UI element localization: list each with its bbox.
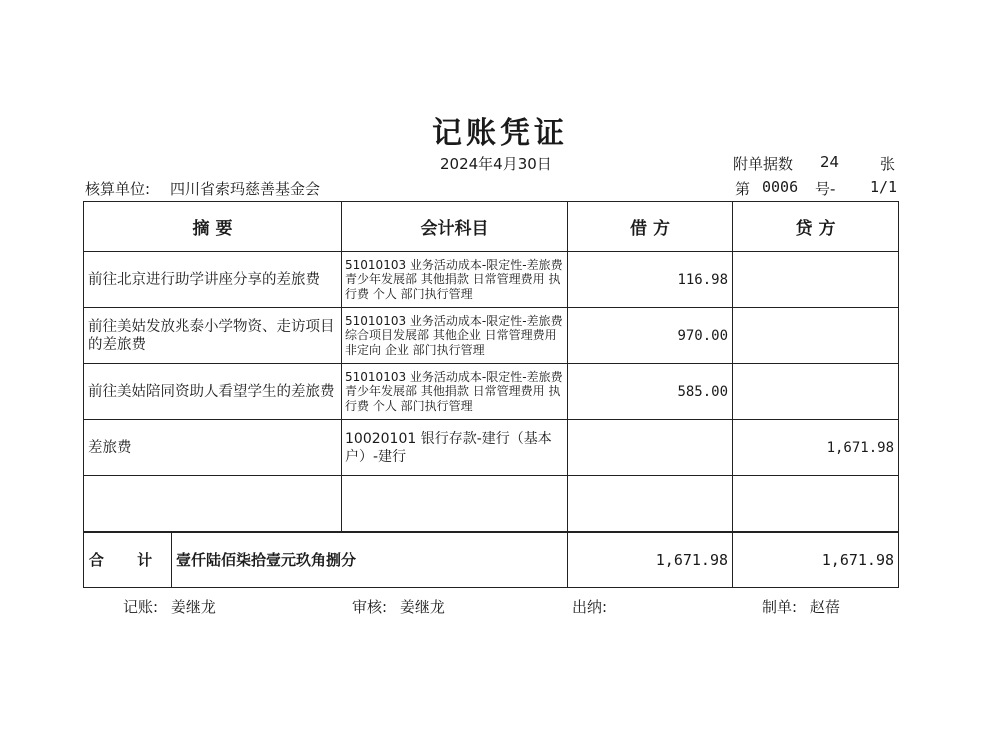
row-debit: 970.00 <box>568 308 733 364</box>
footer-cashier <box>572 596 607 617</box>
reviewer-name: 姜继龙 <box>399 598 445 616</box>
row-summary: 差旅费 <box>84 420 342 476</box>
row-debit <box>568 420 733 476</box>
row-credit <box>733 252 899 308</box>
row-summary: 前往北京进行助学讲座分享的差旅费 <box>84 252 342 308</box>
total-credit: 1,671.98 <box>733 532 899 588</box>
preparer-label: 制单: <box>762 598 798 616</box>
row-summary: 前往美姑陪同资助人看望学生的差旅费 <box>84 364 342 420</box>
row-account <box>342 476 568 532</box>
footer-reviewer <box>352 596 445 617</box>
column-header-credit: 贷 方 <box>733 202 899 252</box>
attachment-unit: 张 <box>880 155 896 173</box>
bookkeeper-name: 姜继龙 <box>170 598 216 616</box>
row-credit <box>733 308 899 364</box>
row-account: 10020101 银行存款-建行（基本户）-建行 <box>342 420 568 476</box>
column-header-debit: 借 方 <box>568 202 733 252</box>
table-row-empty <box>84 476 899 532</box>
row-debit: 585.00 <box>568 364 733 420</box>
column-header-summary: 摘 要 <box>84 202 342 252</box>
table-row <box>84 252 899 308</box>
attachment-label: 附单据数 <box>733 155 794 173</box>
footer-bookkeeper <box>123 596 216 617</box>
voucher-title: 记账凭证 <box>432 116 568 151</box>
total-debit: 1,671.98 <box>568 532 733 588</box>
row-summary <box>84 476 342 532</box>
row-summary: 前往美姑发放兆泰小学物资、走访项目的差旅费 <box>84 308 342 364</box>
row-credit: 1,671.98 <box>733 420 899 476</box>
voucher-number-suffix: 号- <box>815 180 836 198</box>
total-label: 合 计 <box>84 532 172 588</box>
total-amount-in-words: 壹仟陆佰柒拾壹元玖角捌分 <box>172 532 568 588</box>
voucher-table <box>83 201 899 588</box>
table-row <box>84 364 899 420</box>
reviewer-label: 审核: <box>352 598 388 616</box>
table-header-row <box>84 202 899 252</box>
cashier-label: 出纳: <box>572 598 608 616</box>
row-account: 51010103 业务活动成本-限定性-差旅费 青少年发展部 其他捐款 日常管理费用 执行费 个人 部门执行管理 <box>342 252 568 308</box>
voucher-date: 2024年4月30日 <box>440 155 552 173</box>
row-debit: 116.98 <box>568 252 733 308</box>
column-header-account: 会计科目 <box>342 202 568 252</box>
row-credit <box>733 364 899 420</box>
row-debit <box>568 476 733 532</box>
voucher-number-prefix: 第 <box>735 180 751 198</box>
attachment-count: 24 <box>820 153 840 171</box>
organization-name: 四川省索玛慈善基金会 <box>170 180 321 198</box>
table-row <box>84 308 899 364</box>
preparer-name: 赵蓓 <box>809 598 840 616</box>
footer-preparer <box>762 596 840 617</box>
table-row <box>84 420 899 476</box>
row-account: 51010103 业务活动成本-限定性-差旅费 青少年发展部 其他捐款 日常管理费用 执行费 个人 部门执行管理 <box>342 364 568 420</box>
bookkeeper-label: 记账: <box>123 598 159 616</box>
row-credit <box>733 476 899 532</box>
voucher-number: 0006 <box>762 178 799 196</box>
total-row <box>84 532 899 588</box>
row-account: 51010103 业务活动成本-限定性-差旅费 综合项目发展部 其他企业 日常管理费用 非定向 企业 部门执行管理 <box>342 308 568 364</box>
organization-label: 核算单位: <box>85 180 151 198</box>
voucher-page-count: 1/1 <box>870 178 898 196</box>
